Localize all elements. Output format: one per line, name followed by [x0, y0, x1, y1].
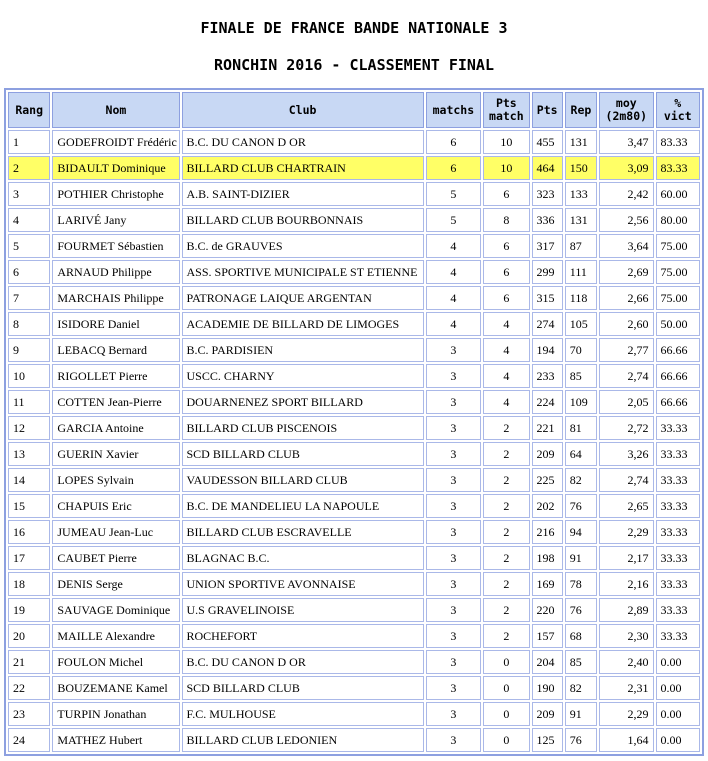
cell-rep: 105: [565, 312, 597, 336]
cell-nom: CHAPUIS Eric: [52, 494, 179, 518]
header-moy: [599, 92, 653, 128]
cell-moy: 2,74: [599, 468, 653, 492]
cell-club: DOUARNENEZ SPORT BILLARD: [182, 390, 424, 414]
cell-rang: 2: [8, 156, 50, 180]
cell-rang: 9: [8, 338, 50, 362]
cell-moy: 2,56: [599, 208, 653, 232]
cell-pts: 125: [532, 728, 563, 752]
cell-vict: 83.33: [656, 130, 700, 154]
table-row: [8, 650, 700, 674]
cell-club: BILLARD CLUB ESCRAVELLE: [182, 520, 424, 544]
cell-moy: 3,26: [599, 442, 653, 466]
cell-pts: 233: [532, 364, 563, 388]
cell-pts-match: 4: [483, 312, 529, 336]
cell-rang: 11: [8, 390, 50, 414]
cell-nom: MAILLE Alexandre: [52, 624, 179, 648]
cell-pts-match: 2: [483, 598, 529, 622]
cell-matchs: 6: [426, 130, 481, 154]
cell-pts: 455: [532, 130, 563, 154]
cell-moy: 2,29: [599, 520, 653, 544]
cell-pts: 274: [532, 312, 563, 336]
cell-moy: 3,47: [599, 130, 653, 154]
header-vict: [656, 92, 700, 128]
cell-vict: 33.33: [656, 520, 700, 544]
cell-club: F.C. MULHOUSE: [182, 702, 424, 726]
cell-pts: 323: [532, 182, 563, 206]
cell-rep: 91: [565, 546, 597, 570]
cell-matchs: 3: [426, 676, 481, 700]
header-nom: Nom: [52, 92, 179, 128]
table-row: [8, 130, 700, 154]
cell-moy: 2,66: [599, 286, 653, 310]
table-row: [8, 546, 700, 570]
cell-pts: 315: [532, 286, 563, 310]
cell-rep: 111: [565, 260, 597, 284]
cell-matchs: 3: [426, 650, 481, 674]
header-pts: Pts: [532, 92, 563, 128]
table-row: [8, 598, 700, 622]
cell-matchs: 3: [426, 624, 481, 648]
table-row: [8, 208, 700, 232]
cell-pts: 209: [532, 442, 563, 466]
cell-rep: 133: [565, 182, 597, 206]
cell-nom: TURPIN Jonathan: [52, 702, 179, 726]
header-rep: Rep: [565, 92, 597, 128]
cell-pts-match: 6: [483, 182, 529, 206]
cell-rep: 131: [565, 130, 597, 154]
cell-club: BILLARD CLUB PISCENOIS: [182, 416, 424, 440]
cell-nom: GODEFROIDT Frédéric: [52, 130, 179, 154]
cell-rep: 109: [565, 390, 597, 414]
cell-pts-match: 2: [483, 468, 529, 492]
cell-vict: 0.00: [656, 650, 700, 674]
cell-pts-match: 4: [483, 338, 529, 362]
cell-nom: GARCIA Antoine: [52, 416, 179, 440]
cell-pts: 220: [532, 598, 563, 622]
cell-rep: 91: [565, 702, 597, 726]
cell-rang: 13: [8, 442, 50, 466]
cell-vict: 33.33: [656, 416, 700, 440]
cell-rep: 85: [565, 650, 597, 674]
cell-rang: 5: [8, 234, 50, 258]
cell-club: VAUDESSON BILLARD CLUB: [182, 468, 424, 492]
cell-moy: 1,64: [599, 728, 653, 752]
cell-rang: 4: [8, 208, 50, 232]
cell-club: BILLARD CLUB BOURBONNAIS: [182, 208, 424, 232]
cell-moy: 2,05: [599, 390, 653, 414]
header-vict-line2: vict: [663, 109, 692, 123]
cell-nom: FOURMET Sébastien: [52, 234, 179, 258]
cell-nom: JUMEAU Jean-Luc: [52, 520, 179, 544]
cell-pts-match: 0: [483, 650, 529, 674]
cell-moy: 2,74: [599, 364, 653, 388]
cell-pts: 225: [532, 468, 563, 492]
cell-nom: POTHIER Christophe: [52, 182, 179, 206]
cell-rep: 85: [565, 364, 597, 388]
cell-rep: 68: [565, 624, 597, 648]
cell-nom: DENIS Serge: [52, 572, 179, 596]
cell-club: ASS. SPORTIVE MUNICIPALE ST ETIENNE: [182, 260, 424, 284]
cell-nom: ARNAUD Philippe: [52, 260, 179, 284]
cell-pts: 216: [532, 520, 563, 544]
cell-rep: 76: [565, 598, 597, 622]
cell-matchs: 3: [426, 598, 481, 622]
cell-pts-match: 2: [483, 520, 529, 544]
cell-rep: 64: [565, 442, 597, 466]
header-pts-match: [483, 92, 529, 128]
cell-pts-match: 4: [483, 364, 529, 388]
cell-pts: 204: [532, 650, 563, 674]
cell-rang: 20: [8, 624, 50, 648]
cell-vict: 0.00: [656, 702, 700, 726]
cell-nom: LOPES Sylvain: [52, 468, 179, 492]
cell-matchs: 4: [426, 312, 481, 336]
table-header-row: [8, 92, 700, 128]
cell-vict: 33.33: [656, 494, 700, 518]
table-row: [8, 676, 700, 700]
cell-rep: 76: [565, 494, 597, 518]
header-rang: Rang: [8, 92, 50, 128]
header-moy-line2: (2m80): [605, 109, 648, 123]
cell-pts-match: 0: [483, 702, 529, 726]
cell-matchs: 3: [426, 338, 481, 362]
cell-rang: 16: [8, 520, 50, 544]
cell-vict: 33.33: [656, 468, 700, 492]
table-row: [8, 728, 700, 752]
page-subtitle: RONCHIN 2016 - CLASSEMENT FINAL: [214, 56, 494, 74]
cell-rang: 18: [8, 572, 50, 596]
cell-rang: 24: [8, 728, 50, 752]
cell-matchs: 3: [426, 572, 481, 596]
cell-matchs: 3: [426, 494, 481, 518]
cell-rep: 82: [565, 468, 597, 492]
cell-pts: 169: [532, 572, 563, 596]
cell-pts: 224: [532, 390, 563, 414]
ranking-table: [4, 88, 704, 756]
cell-rep: 118: [565, 286, 597, 310]
page-title: FINALE DE FRANCE BANDE NATIONALE 3: [200, 19, 508, 37]
cell-moy: 2,31: [599, 676, 653, 700]
cell-nom: GUERIN Xavier: [52, 442, 179, 466]
table-row: [8, 572, 700, 596]
cell-moy: 2,16: [599, 572, 653, 596]
table-row: [8, 286, 700, 310]
cell-pts: 157: [532, 624, 563, 648]
cell-vict: 33.33: [656, 572, 700, 596]
cell-nom: MARCHAIS Philippe: [52, 286, 179, 310]
table-row: [8, 338, 700, 362]
cell-vict: 50.00: [656, 312, 700, 336]
header-club: Club: [182, 92, 424, 128]
cell-rang: 15: [8, 494, 50, 518]
cell-moy: 2,60: [599, 312, 653, 336]
table-row: [8, 520, 700, 544]
cell-pts-match: 8: [483, 208, 529, 232]
cell-nom: CAUBET Pierre: [52, 546, 179, 570]
cell-club: ACADEMIE DE BILLARD DE LIMOGES: [182, 312, 424, 336]
cell-vict: 66.66: [656, 364, 700, 388]
header-pts-match-line2: match: [489, 109, 524, 123]
cell-club: B.C. DU CANON D OR: [182, 650, 424, 674]
cell-rang: 7: [8, 286, 50, 310]
cell-rang: 6: [8, 260, 50, 284]
cell-rang: 22: [8, 676, 50, 700]
cell-vict: 75.00: [656, 234, 700, 258]
table-row: [8, 312, 700, 336]
table-row: [8, 182, 700, 206]
cell-pts-match: 0: [483, 728, 529, 752]
cell-pts-match: 2: [483, 416, 529, 440]
cell-matchs: 3: [426, 702, 481, 726]
cell-vict: 83.33: [656, 156, 700, 180]
cell-pts: 221: [532, 416, 563, 440]
cell-club: BILLARD CLUB LEDONIEN: [182, 728, 424, 752]
cell-moy: 2,65: [599, 494, 653, 518]
cell-pts: 190: [532, 676, 563, 700]
cell-matchs: 3: [426, 442, 481, 466]
header-matchs: matchs: [426, 92, 481, 128]
cell-vict: 33.33: [656, 442, 700, 466]
cell-matchs: 3: [426, 728, 481, 752]
cell-nom: LEBACQ Bernard: [52, 338, 179, 362]
cell-club: B.C. DU CANON D OR: [182, 130, 424, 154]
cell-nom: SAUVAGE Dominique: [52, 598, 179, 622]
cell-pts-match: 4: [483, 390, 529, 414]
cell-moy: 2,69: [599, 260, 653, 284]
cell-nom: MATHEZ Hubert: [52, 728, 179, 752]
cell-nom: ISIDORE Daniel: [52, 312, 179, 336]
cell-club: ROCHEFORT: [182, 624, 424, 648]
cell-pts: 194: [532, 338, 563, 362]
cell-rang: 23: [8, 702, 50, 726]
cell-nom: COTTEN Jean-Pierre: [52, 390, 179, 414]
cell-moy: 2,29: [599, 702, 653, 726]
header-moy-line1: moy: [615, 96, 637, 110]
table-row: [8, 468, 700, 492]
header-pts-match-line1: Pts: [495, 96, 517, 110]
table-body: [8, 130, 700, 752]
table-row: [8, 156, 700, 180]
cell-matchs: 3: [426, 546, 481, 570]
cell-rang: 14: [8, 468, 50, 492]
cell-rang: 8: [8, 312, 50, 336]
cell-pts-match: 0: [483, 676, 529, 700]
cell-rang: 3: [8, 182, 50, 206]
cell-pts: 299: [532, 260, 563, 284]
cell-rep: 70: [565, 338, 597, 362]
table-row: [8, 234, 700, 258]
cell-rang: 12: [8, 416, 50, 440]
cell-rep: 82: [565, 676, 597, 700]
table-row: [8, 416, 700, 440]
cell-pts-match: 2: [483, 442, 529, 466]
cell-pts-match: 2: [483, 572, 529, 596]
cell-club: B.C. PARDISIEN: [182, 338, 424, 362]
cell-rep: 94: [565, 520, 597, 544]
cell-nom: RIGOLLET Pierre: [52, 364, 179, 388]
cell-moy: 2,89: [599, 598, 653, 622]
cell-rep: 76: [565, 728, 597, 752]
cell-rang: 17: [8, 546, 50, 570]
cell-pts-match: 10: [483, 130, 529, 154]
header-vict-line1: %: [674, 96, 682, 110]
cell-pts-match: 6: [483, 260, 529, 284]
cell-moy: 3,09: [599, 156, 653, 180]
cell-vict: 75.00: [656, 286, 700, 310]
cell-nom: BIDAULT Dominique: [52, 156, 179, 180]
cell-pts: 198: [532, 546, 563, 570]
cell-club: BLAGNAC B.C.: [182, 546, 424, 570]
cell-vict: 0.00: [656, 676, 700, 700]
table-row: [8, 702, 700, 726]
cell-vict: 66.66: [656, 338, 700, 362]
cell-matchs: 4: [426, 286, 481, 310]
cell-rang: 21: [8, 650, 50, 674]
cell-moy: 2,72: [599, 416, 653, 440]
cell-rang: 19: [8, 598, 50, 622]
cell-matchs: 3: [426, 390, 481, 414]
cell-moy: 2,40: [599, 650, 653, 674]
cell-vict: 60.00: [656, 182, 700, 206]
cell-vict: 75.00: [656, 260, 700, 284]
cell-vict: 0.00: [656, 728, 700, 752]
table-row: [8, 494, 700, 518]
cell-pts-match: 2: [483, 546, 529, 570]
cell-matchs: 3: [426, 520, 481, 544]
cell-rang: 1: [8, 130, 50, 154]
cell-matchs: 3: [426, 416, 481, 440]
table-row: [8, 390, 700, 414]
cell-club: SCD BILLARD CLUB: [182, 442, 424, 466]
cell-rep: 87: [565, 234, 597, 258]
cell-rep: 81: [565, 416, 597, 440]
cell-rep: 78: [565, 572, 597, 596]
cell-moy: 2,30: [599, 624, 653, 648]
cell-moy: 2,77: [599, 338, 653, 362]
cell-matchs: 4: [426, 234, 481, 258]
cell-rep: 150: [565, 156, 597, 180]
cell-club: SCD BILLARD CLUB: [182, 676, 424, 700]
cell-club: A.B. SAINT-DIZIER: [182, 182, 424, 206]
cell-club: UNION SPORTIVE AVONNAISE: [182, 572, 424, 596]
cell-vict: 80.00: [656, 208, 700, 232]
cell-vict: 33.33: [656, 546, 700, 570]
cell-matchs: 5: [426, 208, 481, 232]
cell-matchs: 3: [426, 468, 481, 492]
cell-pts: 209: [532, 702, 563, 726]
cell-pts: 464: [532, 156, 563, 180]
table-row: [8, 364, 700, 388]
table-row: [8, 624, 700, 648]
cell-rang: 10: [8, 364, 50, 388]
cell-pts: 336: [532, 208, 563, 232]
table-row: [8, 442, 700, 466]
cell-moy: 2,42: [599, 182, 653, 206]
cell-moy: 2,17: [599, 546, 653, 570]
cell-pts-match: 10: [483, 156, 529, 180]
cell-nom: LARIVÉ Jany: [52, 208, 179, 232]
cell-vict: 33.33: [656, 624, 700, 648]
cell-nom: BOUZEMANE Kamel: [52, 676, 179, 700]
cell-club: B.C. DE MANDELIEU LA NAPOULE: [182, 494, 424, 518]
cell-matchs: 6: [426, 156, 481, 180]
cell-nom: FOULON Michel: [52, 650, 179, 674]
cell-rep: 131: [565, 208, 597, 232]
cell-pts-match: 6: [483, 234, 529, 258]
cell-vict: 33.33: [656, 598, 700, 622]
cell-pts: 317: [532, 234, 563, 258]
cell-club: PATRONAGE LAIQUE ARGENTAN: [182, 286, 424, 310]
cell-matchs: 5: [426, 182, 481, 206]
cell-pts-match: 2: [483, 624, 529, 648]
cell-club: B.C. de GRAUVES: [182, 234, 424, 258]
cell-pts-match: 2: [483, 494, 529, 518]
cell-moy: 3,64: [599, 234, 653, 258]
cell-club: USCC. CHARNY: [182, 364, 424, 388]
cell-club: U.S GRAVELINOISE: [182, 598, 424, 622]
table-row: [8, 260, 700, 284]
cell-pts-match: 6: [483, 286, 529, 310]
cell-matchs: 4: [426, 260, 481, 284]
cell-pts: 202: [532, 494, 563, 518]
cell-matchs: 3: [426, 364, 481, 388]
cell-club: BILLARD CLUB CHARTRAIN: [182, 156, 424, 180]
cell-vict: 66.66: [656, 390, 700, 414]
